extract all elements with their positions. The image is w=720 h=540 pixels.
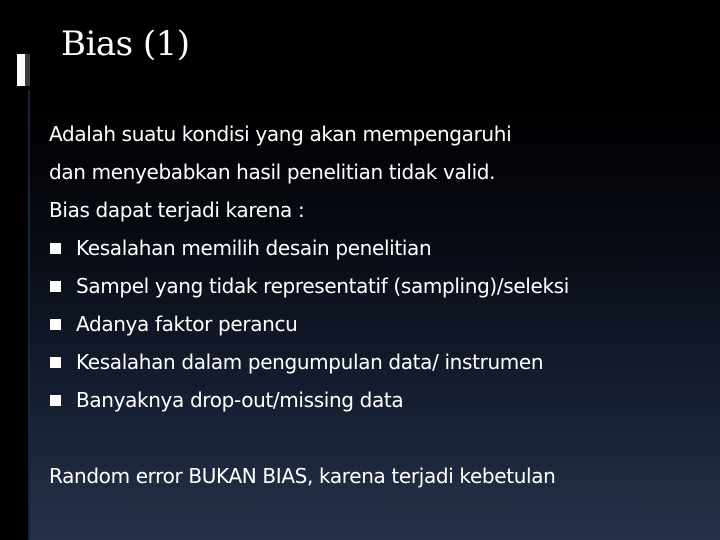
bullet-item	[49, 381, 709, 419]
intro-line: dan menyebabkan hasil penelitian tidak valid.	[49, 160, 496, 184]
square-bullet-icon	[50, 243, 61, 254]
bullet-text: Kesalahan dalam pengumpulan data/ instrumen	[76, 350, 544, 374]
square-bullet-icon	[50, 357, 61, 368]
paragraph-spacer	[49, 419, 709, 457]
bullet-list	[49, 229, 709, 419]
bullet-item	[49, 343, 709, 381]
bullet-item	[49, 229, 709, 267]
square-bullet-icon	[50, 281, 61, 292]
bullet-text: Adanya faktor perancu	[76, 312, 298, 336]
content-left-rule	[28, 90, 30, 540]
slide-title: Bias (1)	[61, 24, 190, 64]
bullet-text: Sampel yang tidak representatif (sampling)/seleksi	[76, 274, 569, 298]
bullet-item	[49, 267, 709, 305]
bullet-text: Banyaknya drop-out/missing data	[76, 388, 404, 412]
square-bullet-icon	[50, 395, 61, 406]
intro-line: Adalah suatu kondisi yang akan mempengaruhi	[49, 122, 512, 146]
intro-line: Bias dapat terjadi karena :	[49, 198, 305, 222]
title-accent-bar	[17, 54, 25, 86]
bullet-text: Kesalahan memilih desain penelitian	[76, 236, 432, 260]
title-accent-shadow	[25, 54, 30, 86]
square-bullet-icon	[50, 319, 61, 330]
closing-statement: Random error BUKAN BIAS, karena terjadi kebetulan	[49, 464, 556, 488]
bullet-item	[49, 305, 709, 343]
slide-body	[49, 115, 709, 495]
